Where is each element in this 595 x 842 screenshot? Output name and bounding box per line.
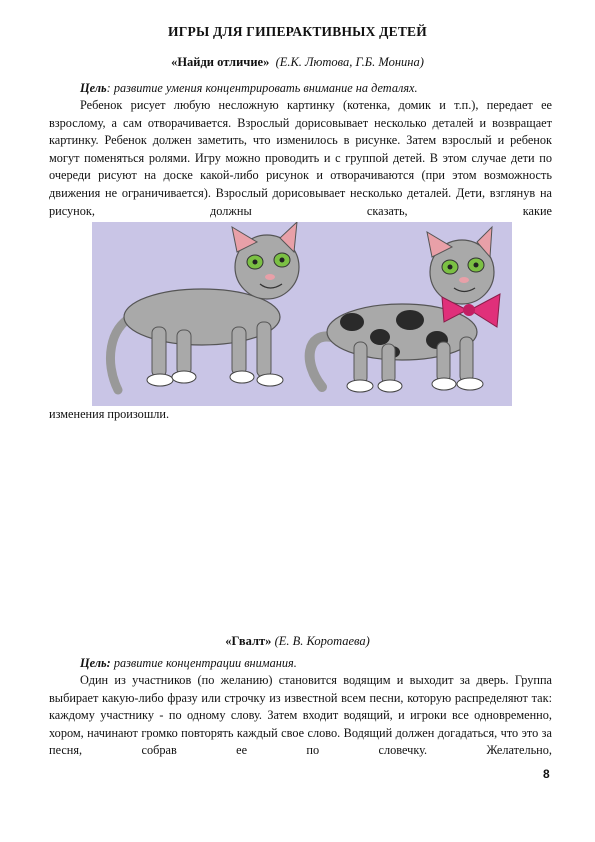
game2-title (0, 634, 595, 649)
game1-author: (Е.К. Лютова, Г.Б. Монина) (275, 55, 424, 69)
game1-goal-text: : развитие умения концентрировать внимание на деталях. (106, 81, 418, 95)
game1-name: «Найди отличие» (171, 55, 270, 69)
game2-goal (49, 655, 552, 673)
cats-illustration (92, 222, 512, 406)
page-number: 8 (543, 767, 550, 781)
game2-author: (Е. В. Коротаева) (274, 634, 370, 648)
game1-body: Ребенок рисует любую несложную картинку (котенка, домик и т.п.), передает ее взрослому, а сам отворачивается. Взрослый дорисовывает несколько деталей и возвращает картинку. Ребенок должен заметить, что изменилось в рисунке. Затем взрослый и ребенок могут поменяться ролями. Игру можно проводить и с группой детей. В этом случае дети по очереди рисуют на доске какой-либо рисунок и отворачиваются (при этом возможность движения не ограничивается). Взрослый дорисовывает несколько деталей. Дети, взглянув на рисунок, должны сказать, какие (49, 98, 552, 218)
game2-goal-label: Цель: (80, 656, 111, 670)
game2-name: «Гвалт» (225, 634, 272, 648)
spotted-cat (310, 227, 500, 392)
game2-goal-text: развитие концентрации внимания. (110, 656, 297, 670)
game1-title (0, 55, 595, 70)
page-title: ИГРЫ ДЛЯ ГИПЕРАКТИВНЫХ ДЕТЕЙ (168, 24, 427, 39)
plain-cat (110, 222, 299, 390)
game1-body-tail: изменения произошли. (49, 407, 170, 421)
game1-goal-label: Цель (80, 81, 107, 95)
game1-goal (49, 80, 552, 98)
cats-drawing (92, 222, 512, 406)
game2-body: Один из участников (по желанию) становится водящим и выходит за дверь. Группа выбирает какую-либо фразу или строчку из известной всем песни, которую распределяют так: каждому участнику - по одному слову. Затем входит водящий, и игроки все одновременно, хором, начинают громко повторять каждый свое слово. Водящий должен догадаться, что это за песня, собрав ее по словечку. Желательно, (49, 673, 552, 758)
